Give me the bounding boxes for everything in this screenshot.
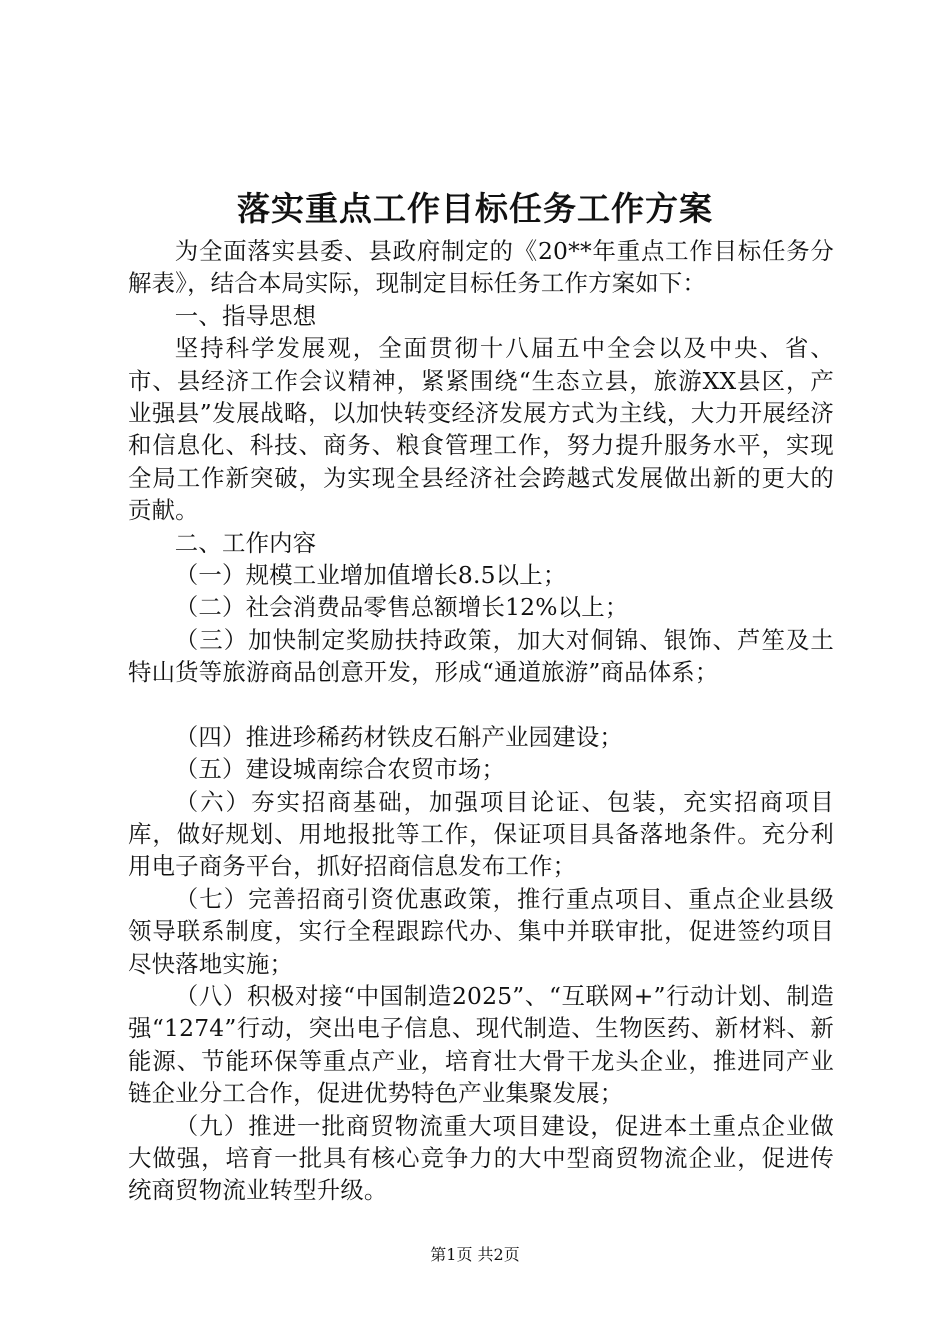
work-item-5: （五）建设城南综合农贸市场； xyxy=(174,755,506,784)
work-item-9: （九）推进一批商贸物流重大项目建设，促进本土重点企业做大做强，培育一批具有核心竞争力的大中型商贸物流企业，促进传统商贸物流业转型升级。 xyxy=(128,1111,834,1205)
work-item-1: （一）规模工业增加值增长8.5以上； xyxy=(174,561,567,590)
work-item-8: （八）积极对接“中国制造2025”、“互联网+”行动计划、制造强“1274”行动，突出电子信息、现代制造、生物医药、新材料、新能源、节能环保等重点产业，培育壮大骨干龙头企业，推进同产业链企业分工合作，促进优势特色产业集聚发展； xyxy=(128,981,834,1108)
work-item-4: （四）推进珍稀药材铁皮石斛产业园建设； xyxy=(174,722,624,751)
section-heading-work-content: 二、工作内容 xyxy=(174,528,317,557)
document-body xyxy=(128,235,834,1207)
work-item-7: （七）完善招商引资优惠政策，推行重点项目、重点企业县级领导联系制度，实行全程跟踪代办、集中并联审批，促进签约项目尽快落地实施； xyxy=(128,884,834,978)
work-item-2: （二）社会消费品零售总额增长12%以上； xyxy=(174,593,629,622)
section-heading-guiding-ideology: 一、指导思想 xyxy=(174,301,317,330)
document-title: 落实重点工作目标任务工作方案 xyxy=(237,189,713,228)
page-footer: 第1页 共2页 xyxy=(430,1245,520,1264)
work-item-3: （三）加快制定奖励扶持政策，加大对侗锦、银饰、芦笙及土特山货等旅游商品创意开发，形成“通道旅游”商品体系； xyxy=(128,625,834,687)
guiding-ideology-paragraph: 坚持科学发展观，全面贯彻十八届五中全会以及中央、省、市、县经济工作会议精神，紧紧围绕“生态立县，旅游XX县区，产业强县”发展战略，以加快转变经济发展方式为主线，大力开展经济和信息化、科技、商务、粮食管理工作，努力提升服务水平，实现全局工作新突破，为实现全县经济社会跨越式发展做出新的更大的贡献。 xyxy=(128,334,834,525)
intro-paragraph: 为全面落实县委、县政府制定的《20**年重点工作目标任务分解表》，结合本局实际，现制定目标任务工作方案如下： xyxy=(128,237,834,298)
work-item-6: （六）夯实招商基础，加强项目论证、包装，充实招商项目库，做好规划、用地报批等工作，保证项目具备落地条件。充分利用电子商务平台，抓好招商信息发布工作； xyxy=(128,787,834,881)
